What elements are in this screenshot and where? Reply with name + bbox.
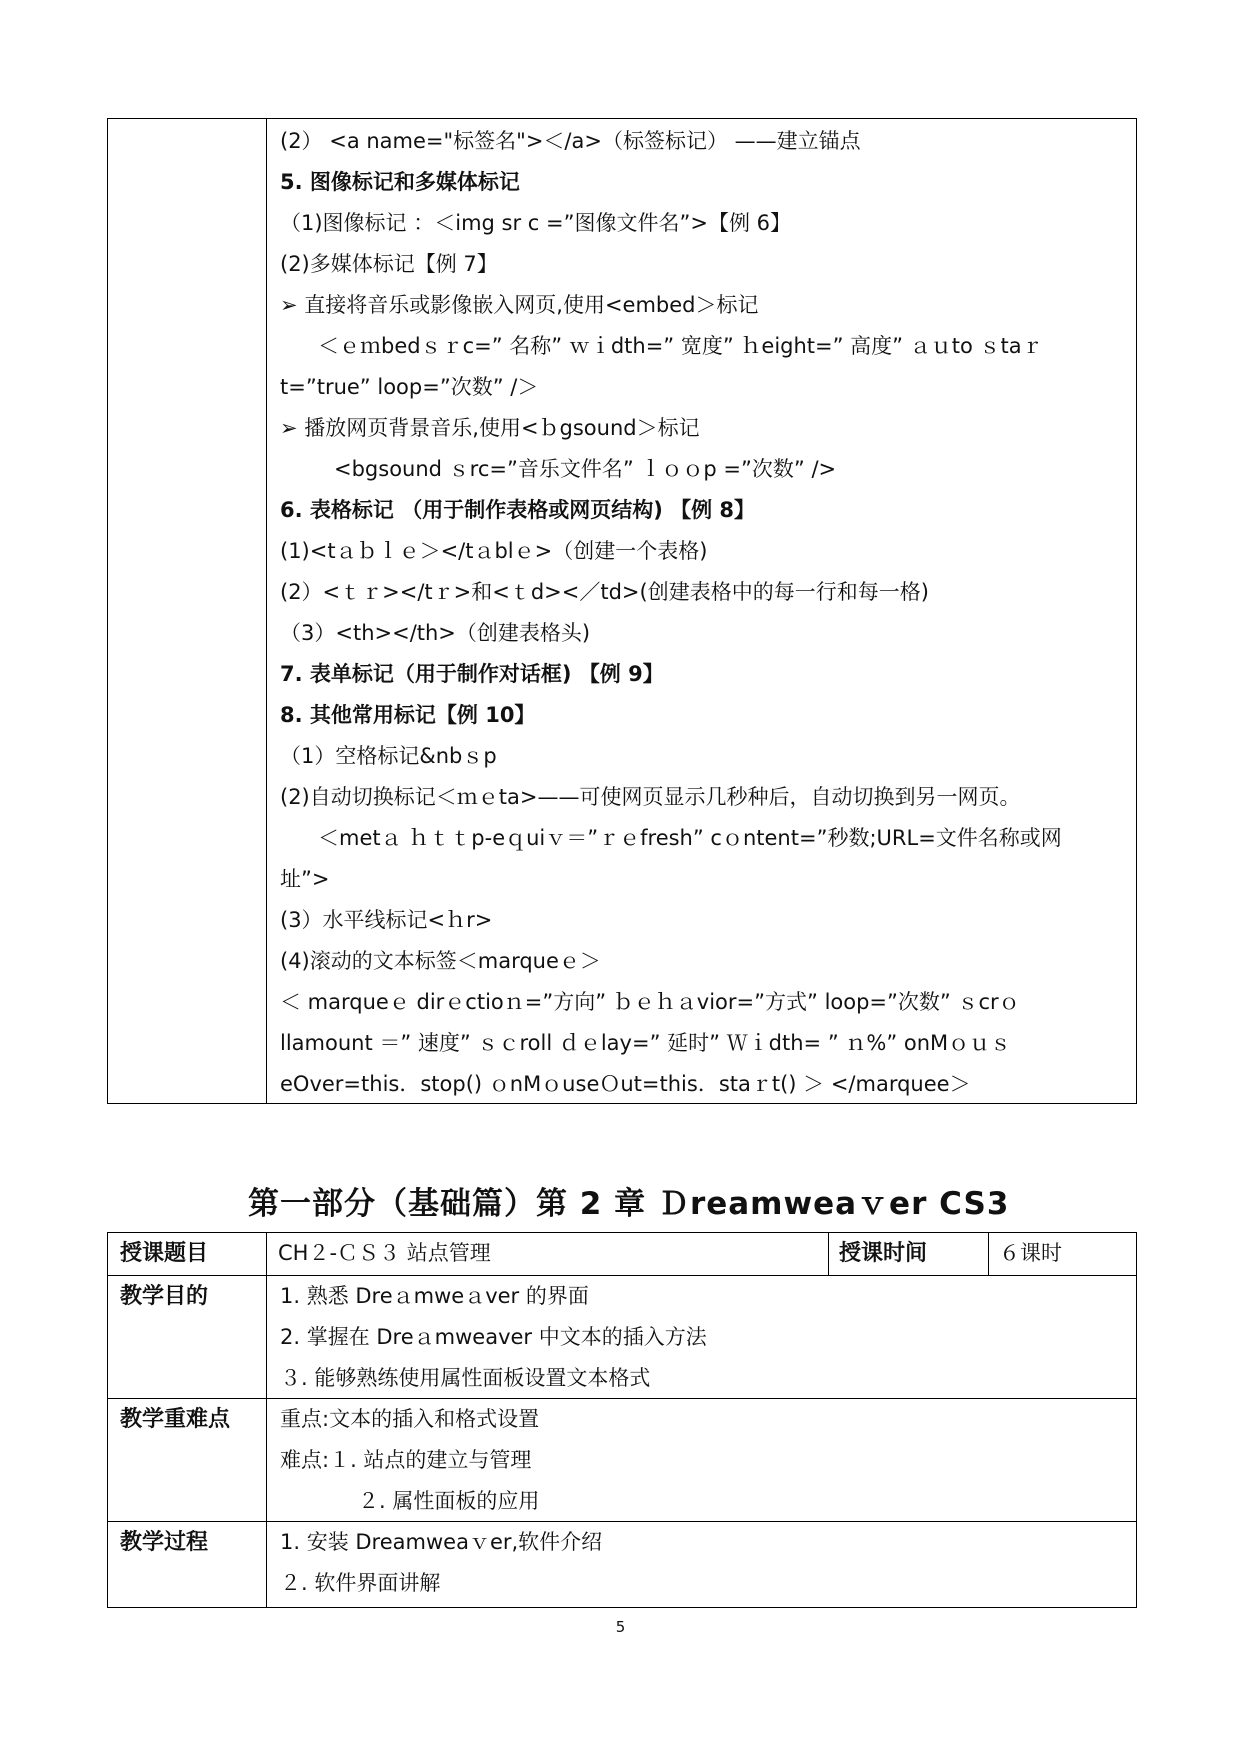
lesson-plan-table [107, 1232, 1137, 1608]
objectives-list [278, 1276, 707, 1399]
image-tag-line: （1)图像标记 ：＜img sr c =”图像文件名”>【例 6】 [280, 211, 791, 235]
hours-value: ６课时 [988, 1233, 1136, 1275]
hr-tag-line: (3）水平线标记<ｈr> [280, 908, 493, 932]
multimedia-tag-line: (2)多媒体标记【例 7】 [280, 252, 498, 276]
th-tag-line: （3）<th></th>（创建表格头) [280, 621, 591, 645]
hours-label: 授课时间 [828, 1233, 988, 1275]
embed-bullet-line: ➢ 直接将音乐或影像嵌入网页,使用<embed＞标记 [280, 293, 759, 317]
tr-td-tag-line: (2）<ｔｒ></tｒ>和<ｔd><／td>(创建表格中的每一行和每一格) [280, 580, 929, 604]
difficult-point-item: 难点:１. 站点的建立与管理 [280, 1448, 532, 1472]
process-step: 1. 安装 Dreamweaｖer,软件介绍 [280, 1530, 603, 1554]
lesson-topic-row [108, 1233, 1136, 1276]
embed-syntax-continued: t=”true” loop=”次数” /＞ [280, 375, 539, 399]
topic-value: CH２-ＣＳ３ 站点管理 [278, 1241, 491, 1265]
page-number: 5 [615, 1618, 626, 1636]
objective-item: ３. 能够熟练使用属性面板设置文本格式 [280, 1366, 651, 1390]
content-table-continued [107, 118, 1137, 1104]
meta-syntax-line: ＜metａ ｈｔｔp-eｑuiｖ＝”ｒｅfresh” cｏntent=”秒数;URL=文件名称或网 [318, 826, 1062, 850]
meta-tag-line: (2)自动切换标记＜ｍｅta>——可使网页显示几秒种后，自动切换到另一网页。 [280, 785, 1021, 809]
marquee-tag-line: (4)滚动的文本标签＜marqueｅ＞ [280, 949, 601, 973]
marquee-syntax-line-1: ＜ marqueｅ dirｅctioｎ=”方向” ｂｅｈａvior=”方式” loop=”次数” ｓcrｏ [280, 990, 1020, 1014]
process-label: 教学过程 [108, 1522, 267, 1607]
objectives-label: 教学目的 [108, 1276, 267, 1398]
topic-label: 授课题目 [108, 1233, 267, 1275]
process-step: ２. 软件界面讲解 [280, 1571, 441, 1595]
embed-syntax-line: ＜ｅｍbedｓｒc=” 名称” ｗｉdth=” 宽度” ｈeight=” 高度” ａｕto ｓtaｒ [318, 334, 1043, 358]
chapter-title: 第一部分（基础篇）第 2 章 Ｄreamweaｖer CS3 [248, 1186, 1010, 1222]
process-list [278, 1522, 602, 1604]
anchor-tag-line: (2） <a name="标签名">＜/a>（标签标记） ——建立锚点 [280, 129, 861, 153]
objective-item: 1. 熟悉 Dreａmweａver 的界面 [280, 1284, 589, 1308]
key-points-label: 教学重难点 [108, 1399, 267, 1521]
bgsound-bullet-line: ➢ 播放网页背景音乐,使用<ｂgsound＞标记 [280, 416, 700, 440]
meta-syntax-continued: 址”> [280, 867, 330, 891]
teaching-process-row [108, 1522, 1136, 1607]
section-heading-5: 5. 图像标记和多媒体标记 [280, 170, 520, 194]
key-difficult-points-row [108, 1399, 1136, 1522]
key-points-list [278, 1399, 539, 1522]
bgsound-syntax-line: <bgsound ｓrc=”音乐文件名” ｌｏｏp =”次数” /> [334, 457, 837, 481]
section-heading-7: 7. 表单标记（用于制作对话框) 【例 9】 [280, 662, 664, 686]
marquee-syntax-line-2: llamount ＝” 速度” ｓｃroll ｄｅlay=” 延时” Ｗｉdth= ” ｎ%” onMｏｕｓ [280, 1031, 1012, 1055]
empty-label-cell [108, 119, 267, 1103]
tag-reference-cell [278, 121, 1128, 1105]
nbsp-tag-line: （1）空格标记&nbｓp [280, 744, 497, 768]
marquee-syntax-line-3: eOver=this．stop() ｏnMｏuseＯut=this．staｒt() ＞ </marquee＞ [280, 1072, 971, 1096]
table-tag-line: (1)<tａｂｌｅ＞</tａblｅ>（创建一个表格) [280, 539, 708, 563]
section-heading-8: 8. 其他常用标记【例 10】 [280, 703, 536, 727]
difficult-point-item: ２. 属性面板的应用 [358, 1489, 540, 1513]
key-point-item: 重点:文本的插入和格式设置 [280, 1407, 540, 1431]
objectives-row [108, 1276, 1136, 1399]
objective-item: 2. 掌握在 Dreａmweaver 中文本的插入方法 [280, 1325, 707, 1349]
section-heading-6: 6. 表格标记 （用于制作表格或网页结构) 【例 8】 [280, 498, 756, 522]
